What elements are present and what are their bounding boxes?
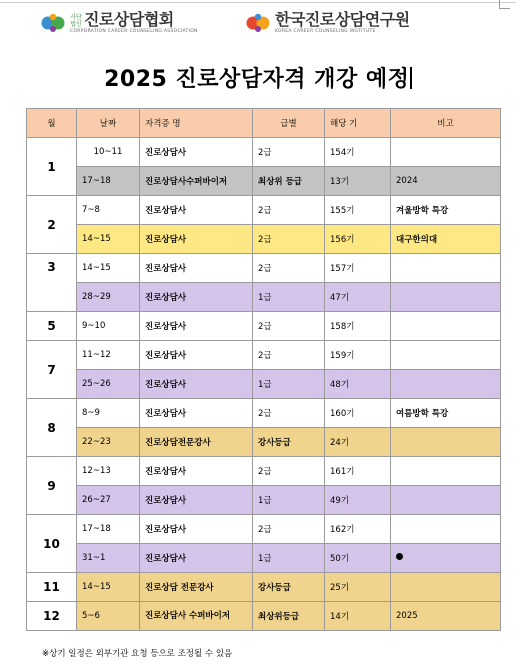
- table-row: [27, 602, 501, 631]
- term-cell: 24기: [325, 428, 391, 457]
- grade-cell: 2급: [253, 341, 325, 370]
- header-note: 비고: [391, 109, 501, 138]
- table-row: [27, 515, 501, 544]
- grade-cell: 2급: [253, 457, 325, 486]
- table-row: [27, 457, 501, 486]
- text-cursor: [410, 67, 412, 89]
- term-cell: 155기: [325, 196, 391, 225]
- table-row: [27, 225, 501, 254]
- date-cell: 11~12: [77, 341, 140, 370]
- grade-cell: 최상위등급: [253, 602, 325, 631]
- association-logo-icon: [40, 13, 66, 33]
- month-cell: 8: [27, 399, 77, 457]
- table-row: [27, 399, 501, 428]
- document-title: [0, 62, 516, 93]
- note-cell: [391, 283, 501, 312]
- header-month: 월: [27, 109, 77, 138]
- document-title-text: 2025 진로상담자격 개강 예정: [104, 67, 410, 92]
- note-cell: [391, 573, 501, 602]
- footnote: ※상기 일정은 외부기관 요청 등으로 조정될 수 있음: [42, 649, 233, 659]
- note-cell: [391, 428, 501, 457]
- month-cell: 5: [27, 312, 77, 341]
- note-cell: 대구한의대: [391, 225, 501, 254]
- term-cell: 162기: [325, 515, 391, 544]
- cert-name-cell: 진로상담사: [140, 196, 253, 225]
- header-date: 날짜: [77, 109, 140, 138]
- cert-name-cell: 진로상담사수퍼바이저: [140, 167, 253, 196]
- date-cell: 17~18: [77, 167, 140, 196]
- table-row: [27, 312, 501, 341]
- cert-name-cell: 진로상담사: [140, 283, 253, 312]
- month-cell: 12: [27, 602, 77, 631]
- term-cell: 47기: [325, 283, 391, 312]
- grade-cell: 2급: [253, 254, 325, 283]
- note-cell: [391, 370, 501, 399]
- table-row: [27, 573, 501, 602]
- term-cell: 159기: [325, 341, 391, 370]
- date-cell: 14~15: [77, 254, 140, 283]
- date-cell: 10~11: [77, 138, 140, 167]
- table-row: [27, 428, 501, 457]
- institute-logo-subtitle: KOREA CAREER COUNSELING INSTITUTE: [275, 28, 376, 34]
- page-corner-mark: [499, 0, 510, 9]
- month-cell: 3: [27, 254, 77, 312]
- cert-name-cell: 진로상담사: [140, 254, 253, 283]
- date-cell: 9~10: [77, 312, 140, 341]
- cert-name-cell: 진로상담사: [140, 341, 253, 370]
- table-row: [27, 544, 501, 573]
- date-cell: 31~1: [77, 544, 140, 573]
- cert-name-cell: 진로상담사: [140, 515, 253, 544]
- window-top-edge: [0, 0, 516, 8]
- date-cell: 22~23: [77, 428, 140, 457]
- month-cell: 2: [27, 196, 77, 254]
- institute-logo-icon: [245, 13, 271, 33]
- cert-name-cell: 진로상담사: [140, 370, 253, 399]
- cert-name-cell: 진로상담사: [140, 312, 253, 341]
- term-cell: 48기: [325, 370, 391, 399]
- note-cell: 2025: [391, 602, 501, 631]
- grade-cell: 강사등급: [253, 428, 325, 457]
- table-header-row: [27, 109, 501, 138]
- grade-cell: 2급: [253, 138, 325, 167]
- bullet-dot-icon: [396, 553, 403, 560]
- header-term: 해당 기: [325, 109, 391, 138]
- term-cell: 13기: [325, 167, 391, 196]
- table-row: [27, 167, 501, 196]
- page-top-rule: [0, 2, 516, 3]
- term-cell: 161기: [325, 457, 391, 486]
- date-cell: 7~8: [77, 196, 140, 225]
- note-cell: 2024: [391, 167, 501, 196]
- date-cell: 12~13: [77, 457, 140, 486]
- month-cell: 1: [27, 138, 77, 196]
- grade-cell: 2급: [253, 225, 325, 254]
- month-cell: 7: [27, 341, 77, 399]
- grade-cell: 1급: [253, 283, 325, 312]
- grade-cell: 강사등급: [253, 573, 325, 602]
- cert-name-cell: 진로상담사: [140, 399, 253, 428]
- note-cell: [391, 544, 501, 573]
- date-cell: 5~6: [77, 602, 140, 631]
- term-cell: 157기: [325, 254, 391, 283]
- header-cert-name: 자격증 명: [140, 109, 253, 138]
- term-cell: 156기: [325, 225, 391, 254]
- association-logo: [40, 9, 198, 34]
- cert-name-cell: 진로상담사: [140, 544, 253, 573]
- cert-name-cell: 진로상담사 수퍼바이저: [140, 602, 253, 631]
- table-row: [27, 254, 501, 283]
- date-cell: 17~18: [77, 515, 140, 544]
- table-row: [27, 341, 501, 370]
- date-cell: 14~15: [77, 573, 140, 602]
- note-cell: [391, 515, 501, 544]
- table-row: [27, 138, 501, 167]
- grade-cell: 1급: [253, 486, 325, 515]
- month-cell: 10: [27, 515, 77, 573]
- term-cell: 160기: [325, 399, 391, 428]
- date-cell: 26~27: [77, 486, 140, 515]
- date-cell: 28~29: [77, 283, 140, 312]
- month-cell: 11: [27, 573, 77, 602]
- date-cell: 14~15: [77, 225, 140, 254]
- date-cell: 25~26: [77, 370, 140, 399]
- grade-cell: 2급: [253, 312, 325, 341]
- note-cell: [391, 486, 501, 515]
- cert-name-cell: 진로상담 전문강사: [140, 573, 253, 602]
- grade-cell: 최상위 등급: [253, 167, 325, 196]
- association-logo-name: 진로상담협회: [84, 9, 174, 29]
- table-row: [27, 370, 501, 399]
- institute-logo-name: 한국진로상담연구원: [275, 9, 410, 29]
- note-cell: 겨울방학 특강: [391, 196, 501, 225]
- schedule-table: [26, 108, 501, 631]
- grade-cell: 1급: [253, 544, 325, 573]
- table-row: [27, 283, 501, 312]
- term-cell: 50기: [325, 544, 391, 573]
- note-cell: [391, 138, 501, 167]
- grade-cell: 1급: [253, 370, 325, 399]
- institute-logo: [245, 9, 410, 34]
- note-cell: [391, 341, 501, 370]
- term-cell: 14기: [325, 602, 391, 631]
- term-cell: 154기: [325, 138, 391, 167]
- note-cell: [391, 254, 501, 283]
- association-logo-prefix: 사단법인: [70, 13, 82, 28]
- cert-name-cell: 진로상담전문강사: [140, 428, 253, 457]
- table-row: [27, 486, 501, 515]
- cert-name-cell: 진로상담사: [140, 138, 253, 167]
- association-logo-subtitle: CORPORATION CAREER COUNSELING ASSOCIATION: [70, 28, 198, 34]
- grade-cell: 2급: [253, 196, 325, 225]
- note-cell: 여름방학 특강: [391, 399, 501, 428]
- term-cell: 25기: [325, 573, 391, 602]
- note-cell: [391, 457, 501, 486]
- note-cell: [391, 312, 501, 341]
- grade-cell: 2급: [253, 515, 325, 544]
- term-cell: 49기: [325, 486, 391, 515]
- header-grade: 급별: [253, 109, 325, 138]
- date-cell: 8~9: [77, 399, 140, 428]
- table-row: [27, 196, 501, 225]
- month-cell: 9: [27, 457, 77, 515]
- cert-name-cell: 진로상담사: [140, 225, 253, 254]
- cert-name-cell: 진로상담사: [140, 457, 253, 486]
- cert-name-cell: 진로상담사: [140, 486, 253, 515]
- term-cell: 158기: [325, 312, 391, 341]
- grade-cell: 2급: [253, 399, 325, 428]
